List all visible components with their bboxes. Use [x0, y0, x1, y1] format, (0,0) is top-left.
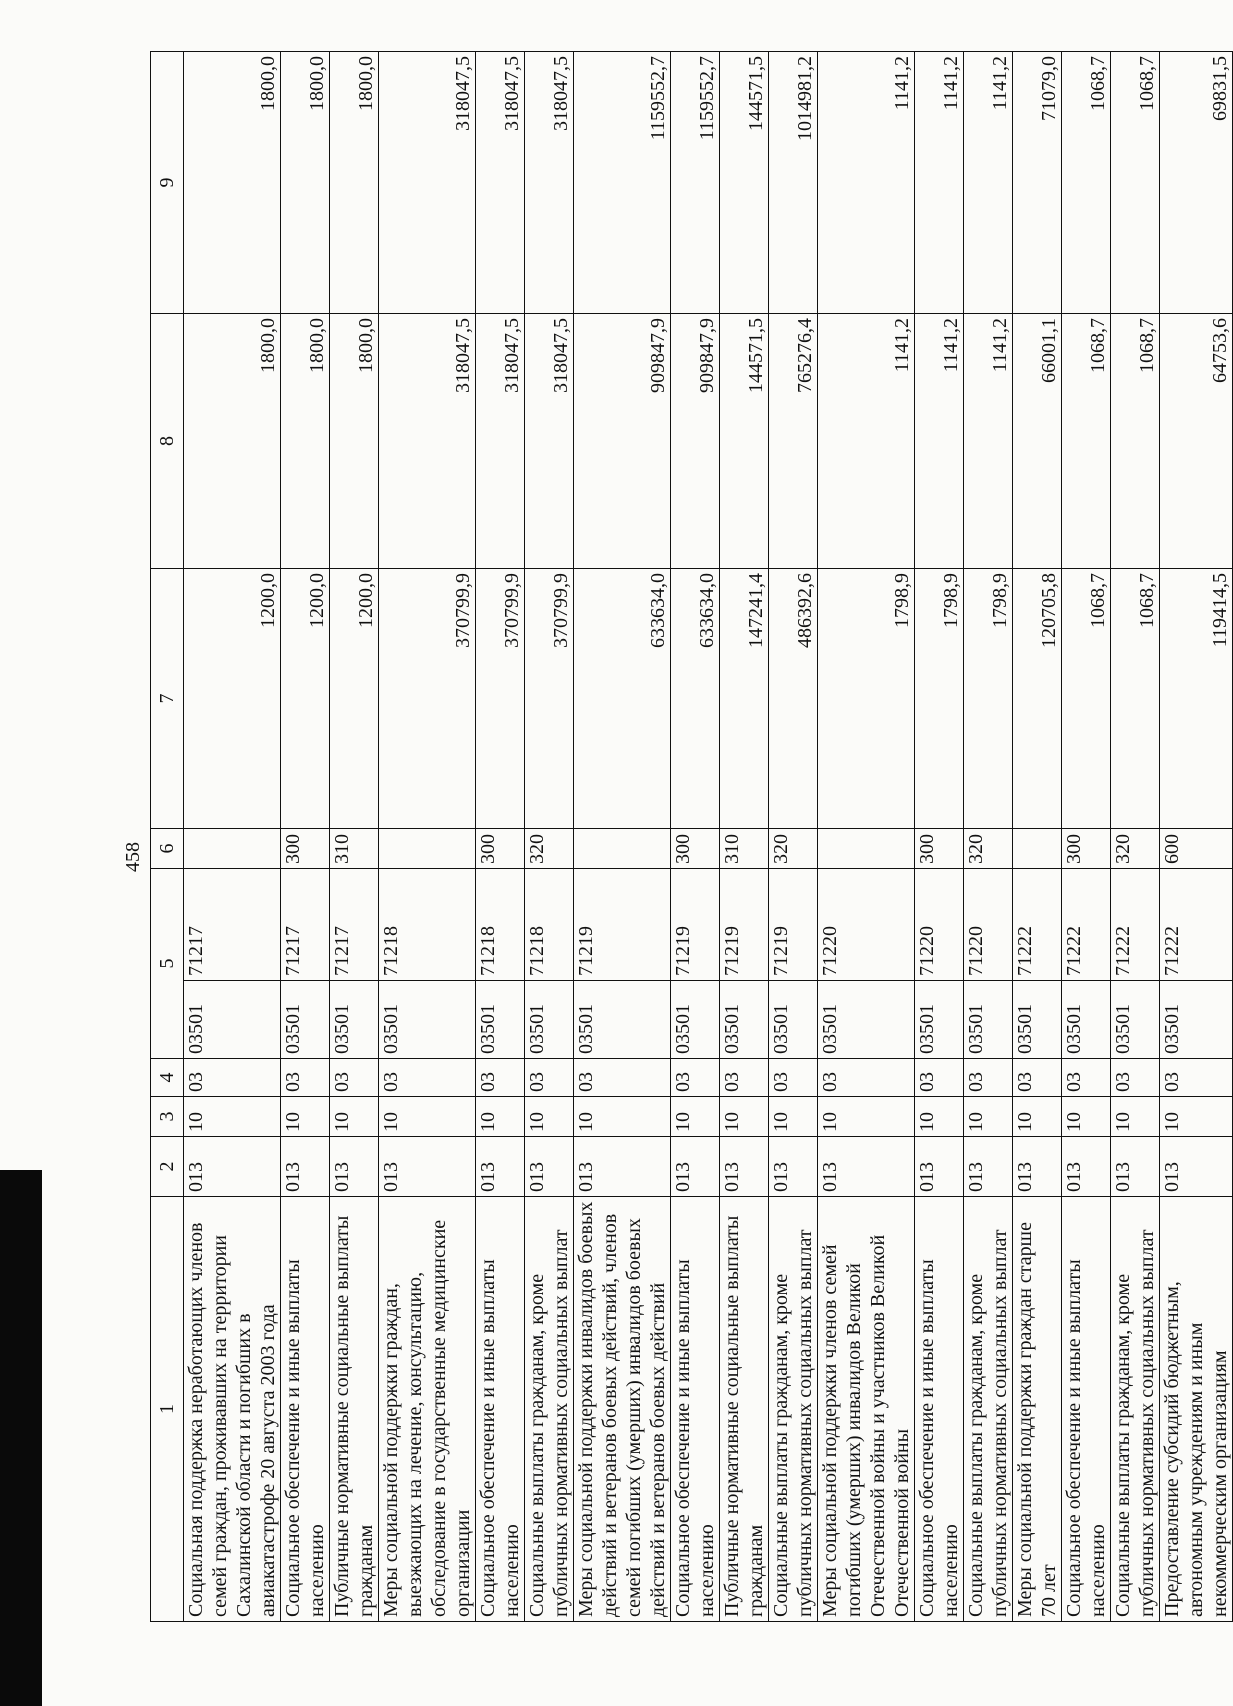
- col-header: 7: [151, 569, 184, 829]
- table-row: [574, 52, 671, 1622]
- expense-type-code: 320: [525, 829, 574, 869]
- program-code: 03501: [1160, 981, 1233, 1059]
- program-code: 03501: [184, 981, 281, 1059]
- section-code: 10: [184, 1097, 281, 1137]
- program-code: 03501: [915, 981, 964, 1059]
- row-name: Меры социальной поддержки граждан, выезжающих на лечение, консультацию, обследование в государственные медицинские организации: [379, 1197, 476, 1622]
- amount-col8: 318047,5: [525, 314, 574, 569]
- col-header: 9: [151, 52, 184, 314]
- section-code: 10: [671, 1097, 720, 1137]
- amount-col9: 144571,5: [720, 52, 769, 314]
- expense-type-code: 310: [330, 829, 379, 869]
- col-header: 1: [151, 1197, 184, 1622]
- rotated-page: [118, 52, 1231, 1622]
- expense-type-code: 320: [769, 829, 818, 869]
- amount-col9: 1141,2: [818, 52, 915, 314]
- amount-col9: 71079,0: [1013, 52, 1062, 314]
- ministry-code: 013: [964, 1137, 1013, 1197]
- program-code: 03501: [1013, 981, 1062, 1059]
- subsection-code: 03: [818, 1059, 915, 1097]
- expense-type-code: [379, 829, 476, 869]
- table-row: [915, 52, 964, 1622]
- table-body: [184, 52, 1233, 1622]
- expense-type-code: 300: [281, 829, 330, 869]
- program-code: 03501: [671, 981, 720, 1059]
- ministry-code: 013: [330, 1137, 379, 1197]
- program-code: 03501: [525, 981, 574, 1059]
- amount-col8: 1068,7: [1111, 314, 1160, 569]
- expense-type-code: 320: [1111, 829, 1160, 869]
- amount-col7: 370799,9: [476, 569, 525, 829]
- col-header: 4: [151, 1059, 184, 1097]
- article-code: 71219: [769, 869, 818, 981]
- amount-col8: 64753,6: [1160, 314, 1233, 569]
- subsection-code: 03: [330, 1059, 379, 1097]
- article-code: 71217: [330, 869, 379, 981]
- table-row: [1013, 52, 1062, 1622]
- row-name: Предоставление субсидий бюджетным, автономным учреждениям и иным некоммерческим организациям: [1160, 1197, 1233, 1622]
- article-code: 71218: [379, 869, 476, 981]
- amount-col7: 147241,4: [720, 569, 769, 829]
- amount-col7: 119414,5: [1160, 569, 1233, 829]
- ministry-code: 013: [574, 1137, 671, 1197]
- amount-col8: 1800,0: [281, 314, 330, 569]
- ministry-code: 013: [1160, 1137, 1233, 1197]
- expense-type-code: [184, 829, 281, 869]
- ministry-code: 013: [1013, 1137, 1062, 1197]
- program-code: 03501: [1111, 981, 1160, 1059]
- ministry-code: 013: [379, 1137, 476, 1197]
- ministry-code: 013: [1111, 1137, 1160, 1197]
- amount-col7: 120705,8: [1013, 569, 1062, 829]
- amount-col8: 1141,2: [818, 314, 915, 569]
- section-code: 10: [379, 1097, 476, 1137]
- col-header: 5: [151, 869, 184, 1059]
- amount-col7: 1798,9: [915, 569, 964, 829]
- table-row: [476, 52, 525, 1622]
- amount-col7: 1200,0: [184, 569, 281, 829]
- article-code: 71222: [1062, 869, 1111, 981]
- header-row: [151, 52, 184, 1622]
- row-name: Социальное обеспечение и иные выплаты населению: [476, 1197, 525, 1622]
- amount-col9: 1014981,2: [769, 52, 818, 314]
- section-code: 10: [1160, 1097, 1233, 1137]
- article-code: 71220: [818, 869, 915, 981]
- page-number: 458: [122, 842, 144, 872]
- expense-type-code: 300: [671, 829, 720, 869]
- row-name: Публичные нормативные социальные выплаты гражданам: [720, 1197, 769, 1622]
- ministry-code: 013: [184, 1137, 281, 1197]
- table-row: [1111, 52, 1160, 1622]
- section-code: 10: [1062, 1097, 1111, 1137]
- amount-col8: 144571,5: [720, 314, 769, 569]
- program-code: 03501: [379, 981, 476, 1059]
- row-name: Меры социальной поддержки граждан старше 70 лет: [1013, 1197, 1062, 1622]
- ministry-code: 013: [769, 1137, 818, 1197]
- amount-col8: 1141,2: [964, 314, 1013, 569]
- section-code: 10: [1111, 1097, 1160, 1137]
- amount-col8: 1800,0: [184, 314, 281, 569]
- amount-col7: 1068,7: [1062, 569, 1111, 829]
- program-code: 03501: [476, 981, 525, 1059]
- table-row: [769, 52, 818, 1622]
- table-row: [281, 52, 330, 1622]
- amount-col9: 318047,5: [379, 52, 476, 314]
- section-code: 10: [1013, 1097, 1062, 1137]
- subsection-code: 03: [769, 1059, 818, 1097]
- expense-type-code: 300: [915, 829, 964, 869]
- article-code: 71220: [964, 869, 1013, 981]
- program-code: 03501: [818, 981, 915, 1059]
- amount-col8: 318047,5: [379, 314, 476, 569]
- amount-col8: 1141,2: [915, 314, 964, 569]
- table-row: [379, 52, 476, 1622]
- program-code: 03501: [720, 981, 769, 1059]
- amount-col9: 1068,7: [1111, 52, 1160, 314]
- article-code: 71218: [476, 869, 525, 981]
- section-code: 10: [720, 1097, 769, 1137]
- subsection-code: 03: [720, 1059, 769, 1097]
- amount-col9: 1159552,7: [671, 52, 720, 314]
- article-code: 71222: [1111, 869, 1160, 981]
- amount-col7: 486392,6: [769, 569, 818, 829]
- amount-col8: 765276,4: [769, 314, 818, 569]
- subsection-code: 03: [281, 1059, 330, 1097]
- program-code: 03501: [281, 981, 330, 1059]
- section-code: 10: [330, 1097, 379, 1137]
- amount-col8: 909847,9: [671, 314, 720, 569]
- budget-table: [150, 51, 1233, 1622]
- col-header: 2: [151, 1137, 184, 1197]
- section-code: 10: [525, 1097, 574, 1137]
- table-row: [525, 52, 574, 1622]
- amount-col7: 1798,9: [964, 569, 1013, 829]
- row-name: Меры социальной поддержки инвалидов боевых действий и ветеранов боевых действий, членов семей погибших (умерших) инвалидов боевых действий и ветеранов боевых действий: [574, 1197, 671, 1622]
- col-header: 3: [151, 1097, 184, 1137]
- col-header: 6: [151, 829, 184, 869]
- subsection-code: 03: [964, 1059, 1013, 1097]
- section-code: 10: [574, 1097, 671, 1137]
- row-name: Социальные выплаты гражданам, кроме публичных нормативных социальных выплат: [1111, 1197, 1160, 1622]
- program-code: 03501: [574, 981, 671, 1059]
- row-name: Социальное обеспечение и иные выплаты населению: [671, 1197, 720, 1622]
- expense-type-code: 320: [964, 829, 1013, 869]
- section-code: 10: [476, 1097, 525, 1137]
- subsection-code: 03: [574, 1059, 671, 1097]
- article-code: 71217: [184, 869, 281, 981]
- expense-type-code: [818, 829, 915, 869]
- amount-col9: 1800,0: [281, 52, 330, 314]
- article-code: 71219: [671, 869, 720, 981]
- table-row: [818, 52, 915, 1622]
- amount-col7: 633634,0: [671, 569, 720, 829]
- expense-type-code: 600: [1160, 829, 1233, 869]
- subsection-code: 03: [379, 1059, 476, 1097]
- subsection-code: 03: [1111, 1059, 1160, 1097]
- ministry-code: 013: [915, 1137, 964, 1197]
- amount-col8: 66001,1: [1013, 314, 1062, 569]
- section-code: 10: [281, 1097, 330, 1137]
- program-code: 03501: [769, 981, 818, 1059]
- article-code: 71218: [525, 869, 574, 981]
- subsection-code: 03: [1013, 1059, 1062, 1097]
- section-code: 10: [818, 1097, 915, 1137]
- expense-type-code: [574, 829, 671, 869]
- amount-col7: 370799,9: [525, 569, 574, 829]
- amount-col9: 318047,5: [476, 52, 525, 314]
- article-code: 71217: [281, 869, 330, 981]
- row-name: Социальное обеспечение и иные выплаты населению: [281, 1197, 330, 1622]
- ministry-code: 013: [671, 1137, 720, 1197]
- ministry-code: 013: [818, 1137, 915, 1197]
- table-row: [671, 52, 720, 1622]
- amount-col9: 1141,2: [964, 52, 1013, 314]
- ministry-code: 013: [720, 1137, 769, 1197]
- row-name: Публичные нормативные социальные выплаты гражданам: [330, 1197, 379, 1622]
- row-name: Социальные выплаты гражданам, кроме публичных нормативных социальных выплат: [769, 1197, 818, 1622]
- amount-col8: 1800,0: [330, 314, 379, 569]
- row-name: Социальные выплаты гражданам, кроме публичных нормативных социальных выплат: [964, 1197, 1013, 1622]
- subsection-code: 03: [184, 1059, 281, 1097]
- expense-type-code: 300: [1062, 829, 1111, 869]
- row-name: Социальная поддержка неработающих членов семей граждан, проживавших на территории Сахалинской области и погибших в авиакатастрофе 20 августа 2003 года: [184, 1197, 281, 1622]
- program-code: 03501: [964, 981, 1013, 1059]
- col-header: 8: [151, 314, 184, 569]
- subsection-code: 03: [1160, 1059, 1233, 1097]
- amount-col8: 909847,9: [574, 314, 671, 569]
- amount-col9: 1141,2: [915, 52, 964, 314]
- program-code: 03501: [330, 981, 379, 1059]
- table-row: [1160, 52, 1233, 1622]
- expense-type-code: 300: [476, 829, 525, 869]
- section-code: 10: [769, 1097, 818, 1137]
- row-name: Социальное обеспечение и иные выплаты населению: [915, 1197, 964, 1622]
- amount-col8: 318047,5: [476, 314, 525, 569]
- amount-col7: 1200,0: [281, 569, 330, 829]
- subsection-code: 03: [671, 1059, 720, 1097]
- row-name: Социальное обеспечение и иные выплаты населению: [1062, 1197, 1111, 1622]
- subsection-code: 03: [915, 1059, 964, 1097]
- section-code: 10: [964, 1097, 1013, 1137]
- amount-col9: 69831,5: [1160, 52, 1233, 314]
- amount-col9: 1159552,7: [574, 52, 671, 314]
- amount-col9: 1800,0: [330, 52, 379, 314]
- amount-col7: 1068,7: [1111, 569, 1160, 829]
- expense-type-code: 310: [720, 829, 769, 869]
- ministry-code: 013: [525, 1137, 574, 1197]
- table-row: [720, 52, 769, 1622]
- amount-col8: 1068,7: [1062, 314, 1111, 569]
- amount-col9: 1800,0: [184, 52, 281, 314]
- subsection-code: 03: [476, 1059, 525, 1097]
- table-row: [330, 52, 379, 1622]
- amount-col7: 370799,9: [379, 569, 476, 829]
- amount-col9: 318047,5: [525, 52, 574, 314]
- article-code: 71222: [1013, 869, 1062, 981]
- table-row: [964, 52, 1013, 1622]
- scan-border: [0, 1170, 42, 1706]
- article-code: 71219: [574, 869, 671, 981]
- ministry-code: 013: [476, 1137, 525, 1197]
- amount-col7: 633634,0: [574, 569, 671, 829]
- ministry-code: 013: [1062, 1137, 1111, 1197]
- amount-col7: 1798,9: [818, 569, 915, 829]
- row-name: Меры социальной поддержки членов семей погибших (умерших) инвалидов Великой Отечественной войны и участников Великой Отечественной войны: [818, 1197, 915, 1622]
- subsection-code: 03: [1062, 1059, 1111, 1097]
- table-row: [1062, 52, 1111, 1622]
- article-code: 71222: [1160, 869, 1233, 981]
- article-code: 71219: [720, 869, 769, 981]
- ministry-code: 013: [281, 1137, 330, 1197]
- amount-col9: 1068,7: [1062, 52, 1111, 314]
- table-row: [184, 52, 281, 1622]
- article-code: 71220: [915, 869, 964, 981]
- row-name: Социальные выплаты гражданам, кроме публичных нормативных социальных выплат: [525, 1197, 574, 1622]
- subsection-code: 03: [525, 1059, 574, 1097]
- amount-col7: 1200,0: [330, 569, 379, 829]
- expense-type-code: [1013, 829, 1062, 869]
- section-code: 10: [915, 1097, 964, 1137]
- program-code: 03501: [1062, 981, 1111, 1059]
